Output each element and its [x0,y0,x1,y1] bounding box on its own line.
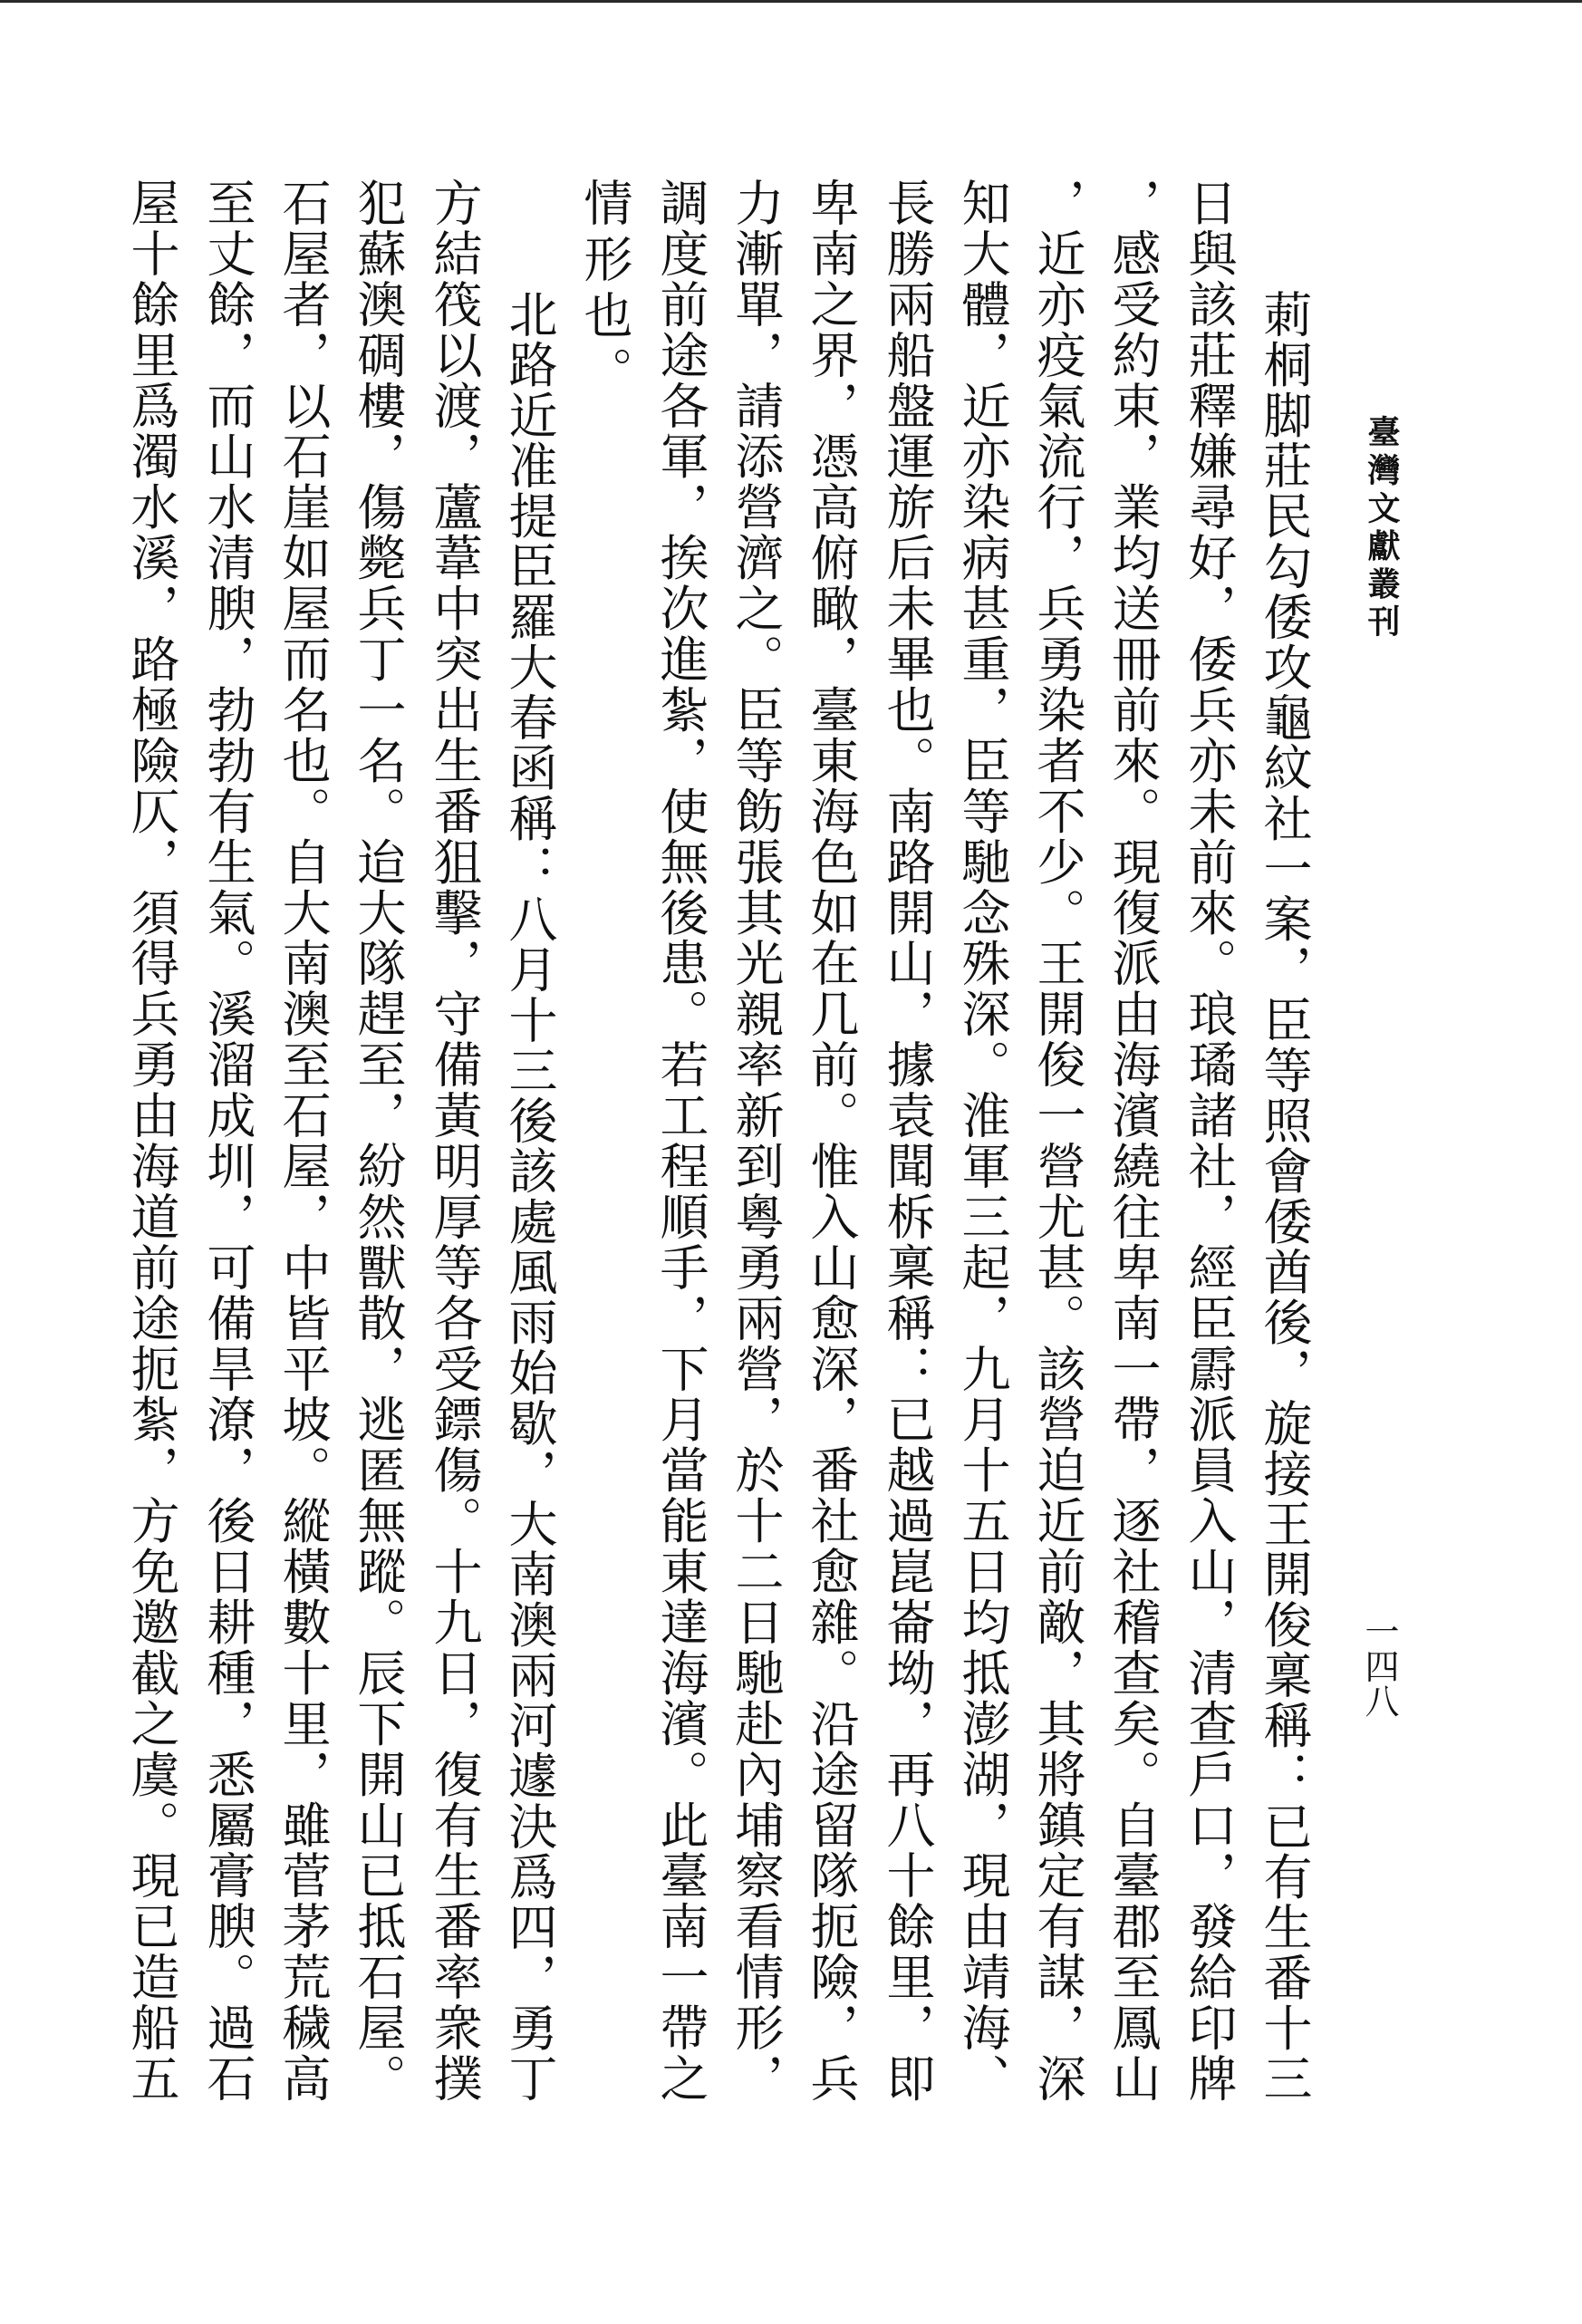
text-column: 莿桐脚莊民勾倭攻龜紋社一案，臣等照會倭酋後，旋接王開俊稟稱：已有生番十三 [1256,289,1313,2102]
text-column: 調度前途各軍，挨次進紮，使無後患。若工程順手，下月當能東達海濱。此臺南一帶之 [652,178,709,2102]
text-column: 卑南之界，憑高俯瞰，臺東海色如在几前。惟入山愈深，番社愈雜。沿途留隊扼險，兵 [803,178,860,2102]
text-column: ，感受約束，業均送冊前來。現復派由海濱繞往卑南一帶，逐社稽查矣。自臺郡至鳳山 [1105,178,1162,2102]
text-column: 石屋者，以石崖如屋而名也。自大南澳至石屋，中皆平坡。縱橫數十里，雖菅茅荒穢高 [275,178,332,2102]
text-column: ，近亦疫氣流行，兵勇染者不少。王開俊一營尤甚。該營迫近前敵，其將鎮定有謀，深 [1029,178,1086,2102]
series-title: 臺灣文獻叢刊 [1363,415,1401,637]
text-column: 屋十餘里爲濁水溪，路極險仄，須得兵勇由海道前途扼紮，方免邀截之虞。現已造船五 [123,178,180,2102]
page-number: 一四八 [1359,1614,1399,1718]
top-border-line [0,0,1582,3]
text-column: 知大體，近亦染病甚重，臣等馳念殊深。淮軍三起，九月十五日均抵澎湖，現由靖海、 [954,178,1011,2102]
text-column: 情形也。 [576,178,633,402]
text-column: 北路近准提臣羅大春函稱：八月十三後該處風雨始歇，大南澳兩河遽決爲四，勇丁 [501,289,558,2102]
text-column: 至丈餘，而山水清腴，勃勃有生氣。溪溜成圳，可備旱潦，後日耕種，悉屬膏腴。過石 [199,178,256,2102]
text-column: 力漸單，請添營濟之。臣等飭張其光親率新到粵勇兩營，於十二日馳赴內埔察看情形， [728,178,785,2102]
text-column: 方結筏以渡，蘆葦中突出生番狙擊，守備黃明厚等各受鏢傷。十九日，復有生番率衆撲 [426,178,483,2102]
text-column: 日與該莊釋嫌尋好，倭兵亦未前來。琅璚諸社，經臣霨派員入山，清查戶口，發給印牌 [1181,178,1238,2102]
text-column: 長勝兩船盤運旂后未畢也。南路開山，據袁聞柝稟稱：已越過崑崙坳，再八十餘里，即 [879,178,936,2102]
text-column: 犯蘇澳碉樓，傷斃兵丁一名。迨大隊趕至，紛然獸散，逃匿無蹤。辰下開山已抵石屋。 [350,178,407,2102]
